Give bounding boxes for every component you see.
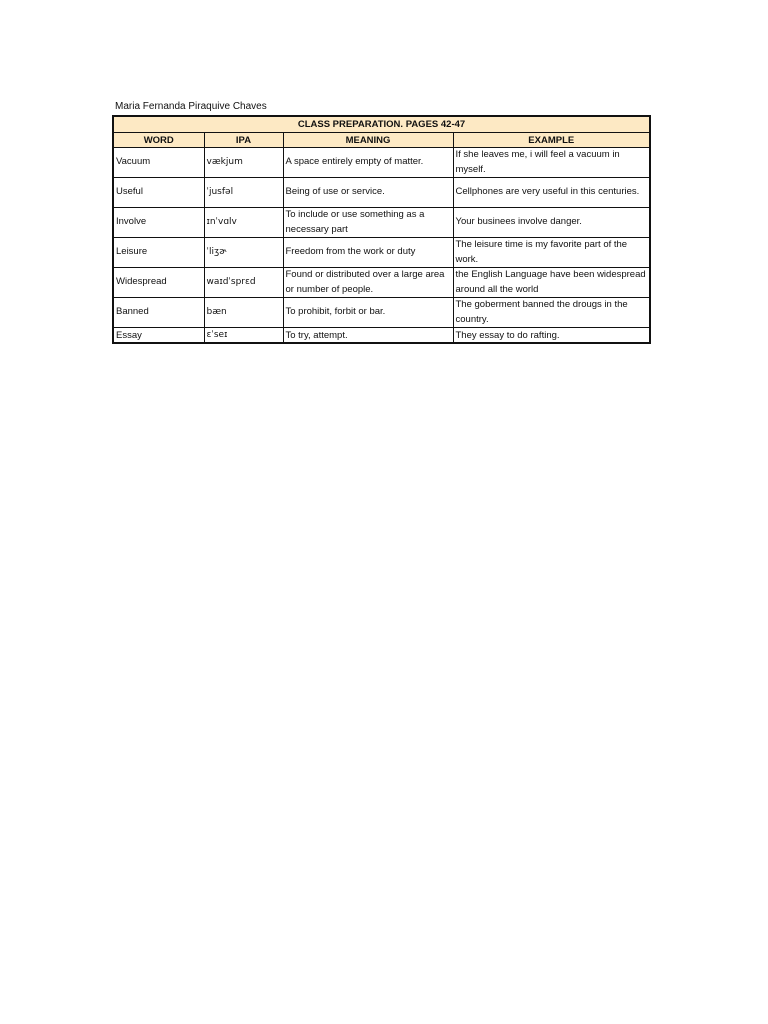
table-row [113,298,650,328]
cell-meaning: To try, attempt. [283,328,453,344]
table-header-row [113,133,650,148]
cell-word: Banned [113,298,204,328]
cell-word: Involve [113,208,204,238]
cell-example: The goberment banned the drougs in the country. [453,298,650,328]
cell-ipa: waɪdˈsprɛd [204,268,283,298]
author-name: Maria Fernanda Piraquive Chaves [115,101,267,112]
table-title: CLASS PREPARATION. PAGES 42-47 [113,116,650,133]
cell-meaning: Being of use or service. [283,178,453,208]
cell-ipa: ɪnˈvɑlv [204,208,283,238]
table-row [113,328,650,344]
cell-example: They essay to do rafting. [453,328,650,344]
cell-meaning: Found or distributed over a large area or number of people. [283,268,453,298]
cell-word: Widespread [113,268,204,298]
table-title-row [113,116,650,133]
cell-example: Cellphones are very useful in this centuries. [453,178,650,208]
cell-meaning: To prohibit, forbit or bar. [283,298,453,328]
cell-ipa: vækjum [204,148,283,178]
cell-word: Useful [113,178,204,208]
column-header-word: WORD [113,133,204,148]
table-row [113,238,650,268]
cell-example: Your businees involve danger. [453,208,650,238]
cell-word: Leisure [113,238,204,268]
table-row [113,208,650,238]
table-row [113,268,650,298]
cell-meaning: A space entirely empty of matter. [283,148,453,178]
vocabulary-table [112,115,651,344]
column-header-ipa: IPA [204,133,283,148]
cell-example: The leisure time is my favorite part of the work. [453,238,650,268]
cell-word: Essay [113,328,204,344]
column-header-example: EXAMPLE [453,133,650,148]
cell-ipa: bæn [204,298,283,328]
cell-ipa: ˈjusfəl [204,178,283,208]
cell-example: If she leaves me, i will feel a vacuum in myself. [453,148,650,178]
cell-ipa: ɛˈseɪ [204,328,283,344]
cell-word: Vacuum [113,148,204,178]
cell-meaning: Freedom from the work or duty [283,238,453,268]
cell-example: the English Language have been widespread around all the world [453,268,650,298]
table-row [113,178,650,208]
column-header-meaning: MEANING [283,133,453,148]
table-row [113,148,650,178]
cell-meaning: To include or use something as a necessary part [283,208,453,238]
cell-ipa: ˈliʒɚ [204,238,283,268]
